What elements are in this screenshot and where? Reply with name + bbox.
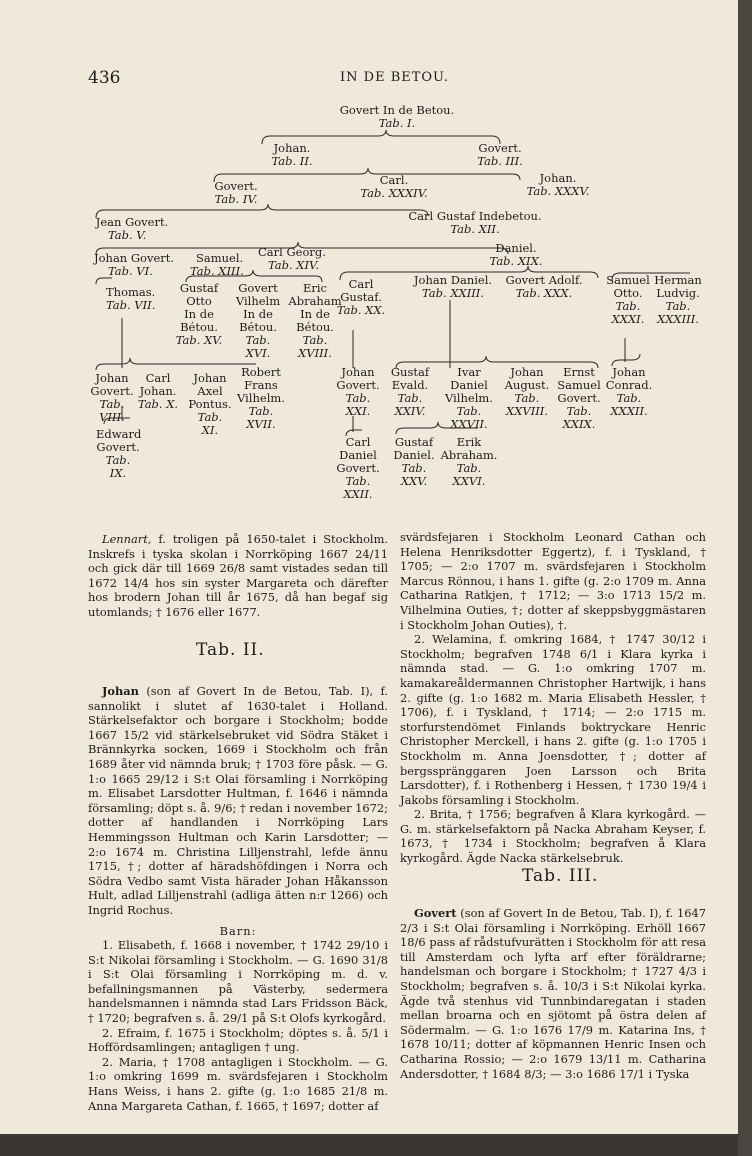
tree-line: Carl [345, 435, 371, 449]
tree-line: Conrad. [605, 378, 653, 392]
brita-entry: 2. Brita, † 1756; begrafven å Klara kyrkogård. — G. m. stärkelsefaktorn på Nacka Abraham Keyser, f. 1673, † 1734 i Stockholm; begrafven å Klara kyrkogård. Ägde Nacka stärkelsebruk. [400, 807, 706, 866]
tree-node-tab: Tab. V. [108, 228, 147, 242]
tree-line: Tab. [514, 391, 540, 405]
child-entry: 2. Maria, † 1708 antagligen i Stockholm. — G. 1:o omkring 1699 m. svärdsfejaren i Stockholm Hans Weiss, i hans 2. gifte (g. 1:o 1685 21/8 m. Anna Margareta Cathan, f. 1665, † 1697; dotter af [88, 1054, 388, 1113]
tree-node-tab: Tab. II. [271, 154, 313, 168]
tree-line: Tab. [245, 333, 271, 347]
tree-line: Govert Adolf. [505, 273, 583, 287]
page-edge [738, 0, 752, 1156]
tree-node-name: Carl. [379, 173, 409, 187]
tree-node-tab: Tab. XXXIV. [360, 186, 428, 200]
tree-line: XXXI. [611, 312, 645, 326]
tree-line: Tab. [456, 461, 482, 475]
tree-line: Tab. [197, 410, 223, 424]
tree-line: Vilhelm. [445, 391, 493, 405]
tree-line: Johan [341, 365, 375, 379]
tree-line: Ernst [563, 365, 595, 379]
tree-node [228, 282, 288, 360]
section-title-tab-iii: Tab. III. [522, 866, 599, 886]
tree-root-name: Govert In de Betou. [339, 103, 455, 117]
lennart-name: Lennart, [102, 532, 152, 546]
tree-node-name: Carl Gustaf Indebetou. [408, 209, 542, 223]
tree-line: Daniel. [393, 448, 435, 462]
right-column [400, 530, 706, 866]
johan-name: Johan [102, 684, 139, 698]
lennart-paragraph [88, 532, 388, 620]
tree-node [90, 372, 134, 424]
tree-node [436, 436, 502, 488]
tree-node-tab: Tab. XIII. [190, 264, 244, 278]
tree-node-name: Johan. [539, 171, 577, 185]
tree-node [106, 286, 155, 312]
tree-line: Tab. XX. [336, 303, 386, 317]
tree-line: Carl [348, 277, 374, 291]
tree-line: XXVIII. [506, 404, 548, 418]
tree-line: XVIII. [298, 346, 332, 360]
tree-line: XXIX. [562, 417, 596, 431]
tree-root [338, 104, 456, 130]
tree-line: Samuel [557, 378, 601, 392]
tree-node-name: Johan Govert. [94, 251, 175, 265]
tree-line: Evald. [391, 378, 429, 392]
tree-node [94, 252, 174, 278]
tree-node [652, 274, 704, 326]
johan-paragraph [88, 684, 388, 918]
tree-line: Axel [197, 384, 223, 398]
tree-line: Tab. [566, 404, 592, 418]
running-head: IN DE BETOU. [340, 70, 449, 85]
tree-line: Gustaf [390, 365, 430, 379]
tree-node-tab: Tab. XII. [450, 222, 500, 236]
tree-line: Gustaf. [340, 290, 382, 304]
tree-line: Tab. [401, 461, 427, 475]
tree-line: August. [504, 378, 550, 392]
tree-line: XVI. [245, 346, 271, 360]
tree-line: Tab. [345, 474, 371, 488]
tree-line: Otto. [613, 286, 643, 300]
tree-line: Abraham. [440, 448, 498, 462]
section-title-tab-ii: Tab. II. [196, 640, 265, 660]
tree-line: Robert [241, 365, 281, 379]
tree-node [604, 366, 654, 418]
tree-line: Tab. [456, 404, 482, 418]
tree-line: Tab. [616, 391, 642, 405]
page-bottom-edge [0, 1134, 738, 1156]
tree-line: Govert [238, 281, 278, 295]
tree-node [334, 436, 382, 501]
tree-node [262, 142, 322, 168]
tree-line: Tab. [99, 397, 125, 411]
tree-node [96, 428, 140, 480]
tree-node [228, 366, 294, 431]
tree-node [388, 436, 440, 488]
tree-line: Govert. [336, 378, 380, 392]
tree-node-name: Govert. [478, 141, 522, 155]
tree-node-name: Jean Govert. [95, 215, 169, 229]
tree-node-name: Daniel. [495, 241, 537, 255]
tree-line: Tab. [345, 391, 371, 405]
tree-line: Johan [193, 371, 227, 385]
tree-line: Tab. [397, 391, 423, 405]
tree-node-tab: Tab. VI. [108, 264, 153, 278]
tree-node [92, 216, 172, 242]
tree-line: Tab. [248, 404, 274, 418]
tree-line: In de [300, 307, 330, 321]
tree-line: Tab. [302, 333, 328, 347]
tree-node-tab: Tab. XIV. [268, 258, 319, 272]
tree-line: XXI. [345, 404, 371, 418]
tree-line: Vilhelm. [237, 391, 285, 405]
tree-line: Thomas. [106, 285, 156, 299]
tree-line: Bétou. [239, 320, 277, 334]
tree-line: XXVII. [450, 417, 488, 431]
tree-line: Daniel [450, 378, 488, 392]
tree-node [500, 274, 588, 300]
tree-node [484, 242, 548, 268]
tree-line: Pontus. [188, 397, 232, 411]
tree-line: Gustaf [179, 281, 219, 295]
tree-node-tab: Tab. XIX. [489, 254, 543, 268]
tree-line: Johan Daniel. [413, 273, 493, 287]
tree-line: Eric [302, 281, 327, 295]
tree-node [470, 142, 530, 168]
tree-line: IX. [109, 466, 127, 480]
tree-line: In de [243, 307, 273, 321]
tree-line: Tab. XXIII. [422, 286, 484, 300]
tree-node-name: Govert. [214, 179, 258, 193]
tree-node [606, 274, 650, 326]
tree-node [354, 174, 434, 200]
tree-line: Otto [186, 294, 212, 308]
tree-node-name: Carl Georg. [258, 245, 326, 259]
tree-line: Abraham [288, 294, 342, 308]
tree-node-tab: Tab. XXXV. [526, 184, 590, 198]
tree-node [190, 252, 244, 278]
tree-line: In de [184, 307, 214, 321]
tree-node [520, 172, 596, 198]
tree-node-name: Johan. [273, 141, 311, 155]
govert-paragraph [400, 906, 706, 1081]
tree-line: XXIV. [394, 404, 426, 418]
tree-line: Daniel [339, 448, 377, 462]
tree-node-tab: Tab. III. [477, 154, 523, 168]
lennart-text: f. troligen på 1650-talet i Stockholm. Inskrefs i tyska skolan i Norrköping 1667 24/11 och gick där till 1669 26/8 samt vistades sedan till 1672 14/4 hos sin syster Margareta och därefter hos brodern Johan till år 1675, då han begaf sig utomlands; † 1676 eller 1677. [88, 532, 388, 619]
right-column-main [400, 906, 706, 1081]
tree-line: XXXII. [610, 404, 648, 418]
tree-root-tab: Tab. I. [378, 116, 416, 130]
johan-text: (son af Govert In de Betou, Tab. I), f. sannolikt i slutet af 1630-talet i Holland. Stärkelsefaktor och borgare i Stockholm; bodde 1667 15/2 vid stärkelsebruket vid Södra Stäket i Brännkyrka socken, 1669 i Stockholm och från 1689 åter vid nämnda bruk; † 1703 före påsk. — G. 1:o 1665 29/12 i S:t Olai församling i Norrköping m. Elisabet Larsdotter Hultman, f. 1646 i nämnda församling; döpt s. å. 9/6; † redan i november 1672; dotter af handlanden i Norrköping Lars Hemmingsson Hultman och Karin Larsdotter; — 2:o 1674 m. Christina Lilljenstrahl, lefde ännu 1715, †; dotter af häradshöfdingen i Norra och Södra Vedbo samt Vista härader Johan Håkansson Hult, adlad Lilljenstrahl (adliga ätten n:r 1266) och Ingrid Rochus. [88, 684, 388, 917]
tree-line: XI. [201, 423, 219, 437]
tree-node [332, 366, 384, 418]
tree-line: Tab. [105, 453, 131, 467]
tree-node [384, 366, 436, 418]
page-number: 436 [88, 68, 121, 88]
tree-node [554, 366, 604, 431]
tree-line: Bétou. [180, 320, 218, 334]
tree-line: XXXIII. [657, 312, 699, 326]
tree-line: XXVI. [452, 474, 486, 488]
tree-node [206, 180, 266, 206]
tree-line: Tab. XV. [175, 333, 223, 347]
govert-text: (son af Govert In de Betou, Tab. I), f. 1647 2/3 i S:t Olai församling i Norrköping. Erhöll 1667 18/6 pass af rådstufvurätten i Stockholm för att resa till Amsterdam och lyfta arf efter föräldrarne; handelsman och borgare i Stockholm; † 1727 4/3 i Stockholm; begrafven s. å. 10/3 i S:t Nikolai kyrka. Ägde två stenhus vid Tunnbindaregatan i staden mellan broarna och en sjötomt på östra delen af Södermalm. — G. 1:o 1676 17/9 m. Katarina Ins, † 1678 10/11; dotter af köpmannen Henric Insen och Catharina Rossio; — 2:o 1679 13/11 m. Catharina Andersdotter, † 1684 8/3; — 3:o 1686 17/1 i Tyska [400, 906, 706, 1081]
tree-line: Johan [612, 365, 646, 379]
govert-name: Govert [414, 906, 457, 920]
tree-node [258, 246, 326, 272]
tree-node [406, 210, 544, 236]
tree-line: Johan. [139, 384, 177, 398]
tree-line: Frans [244, 378, 278, 392]
tree-line: Tab. XXX. [515, 286, 573, 300]
left-column [88, 532, 388, 620]
tree-node-tab: Tab. IV. [214, 192, 258, 206]
tree-line: Ivar [457, 365, 481, 379]
child-entry: 1. Elisabeth, f. 1668 i november, † 1742 29/10 i S:t Nikolai församling i Stockholm. — G. 1690 31/8 i S:t Olai församling i Norrköping m. d. v. befallningsmannen på Västerby, sedermera handelsmannen i nämnda stad Lars Fridsson Bäck, † 1720; begrafven s. å. 29/1 på S:t Olofs kyrkogård. [88, 938, 388, 1026]
tree-line: Tab. VII. [106, 298, 156, 312]
tree-line: Govert. [557, 391, 601, 405]
tree-line: Johan [95, 371, 129, 385]
tree-line: VIII. [99, 410, 125, 424]
tree-node [500, 366, 554, 418]
tree-line: Tab. X. [137, 397, 179, 411]
tree-node [336, 278, 386, 317]
tree-node [406, 274, 500, 300]
continued-text: svärdsfejaren i Stockholm Leonard Cathan och Helena Henriksdotter Eggertz), f. i Tyskland, † 1705; — 2:o 1707 m. svärdsfejaren i Stockholm Marcus Rönnou, i hans 1. gifte (g. 2:o 1709 m. Anna Catharina Ratkjen, † 1712; — 3:o 1713 15/2 m. Vilhelmina Outies, †; dotter af skeppsbyggmästaren i Stockholm Johan Outies), †. [400, 530, 706, 632]
tree-line: Govert. [336, 461, 380, 475]
welamina-entry: 2. Welamina, f. omkring 1684, † 1747 30/12 i Stockholm; begrafven 1748 6/1 i Klara kyrka i nämnda stad. — G. 1:o omkring 1707 m. kamakareåldermannen Christopher Hartwijk, i hans 2. gifte (g. 1:o 1682 m. Maria Elisabeth Hessler, † 1706), f. i Tyskland, † 1714; — 2:o 1715 m. storfurstendömet Finlands boktryckare Henric Christopher Merckell, i hans 2. gifte (g. 1:o 1705 i Stockholm m. Anna Joensdotter, †; dotter af bergsspränggaren Joen Larsson och Brita Larsdotter), f. i Rothenberg i Hessen, † 1730 19/4 i Jakobs församling i Stockholm. [400, 632, 706, 807]
tree-line: Samuel [606, 273, 650, 287]
left-column-main [88, 684, 388, 1113]
tree-line: Tab. [615, 299, 641, 313]
child-entry: 2. Efraim, f. 1675 i Stockholm; döptes s. å. 5/1 i Hoffördsamlingen; antagligen † ung. [88, 1025, 388, 1055]
tree-line: Johan [510, 365, 544, 379]
tree-line: Vilhelm [235, 294, 281, 308]
tree-line: Gustaf [394, 435, 434, 449]
tree-node [134, 372, 182, 411]
barn-label: Barn: [219, 923, 257, 938]
tree-line: XXII. [343, 487, 373, 501]
tree-line: Edward [96, 427, 142, 441]
tree-line: Herman [654, 273, 702, 287]
tree-line: Ludvig. [656, 286, 700, 300]
tree-line: Bétou. [296, 320, 334, 334]
tree-line: Carl [145, 371, 171, 385]
tree-line: Tab. [665, 299, 691, 313]
tree-line: Erik [456, 435, 482, 449]
tree-node-name: Samuel. [196, 251, 244, 265]
tree-line: Govert. [96, 440, 140, 454]
tree-node [436, 366, 502, 431]
tree-line: XVII. [246, 417, 276, 431]
tree-line: XXV. [400, 474, 428, 488]
tree-line: Govert. [90, 384, 134, 398]
tree-node [170, 282, 228, 347]
